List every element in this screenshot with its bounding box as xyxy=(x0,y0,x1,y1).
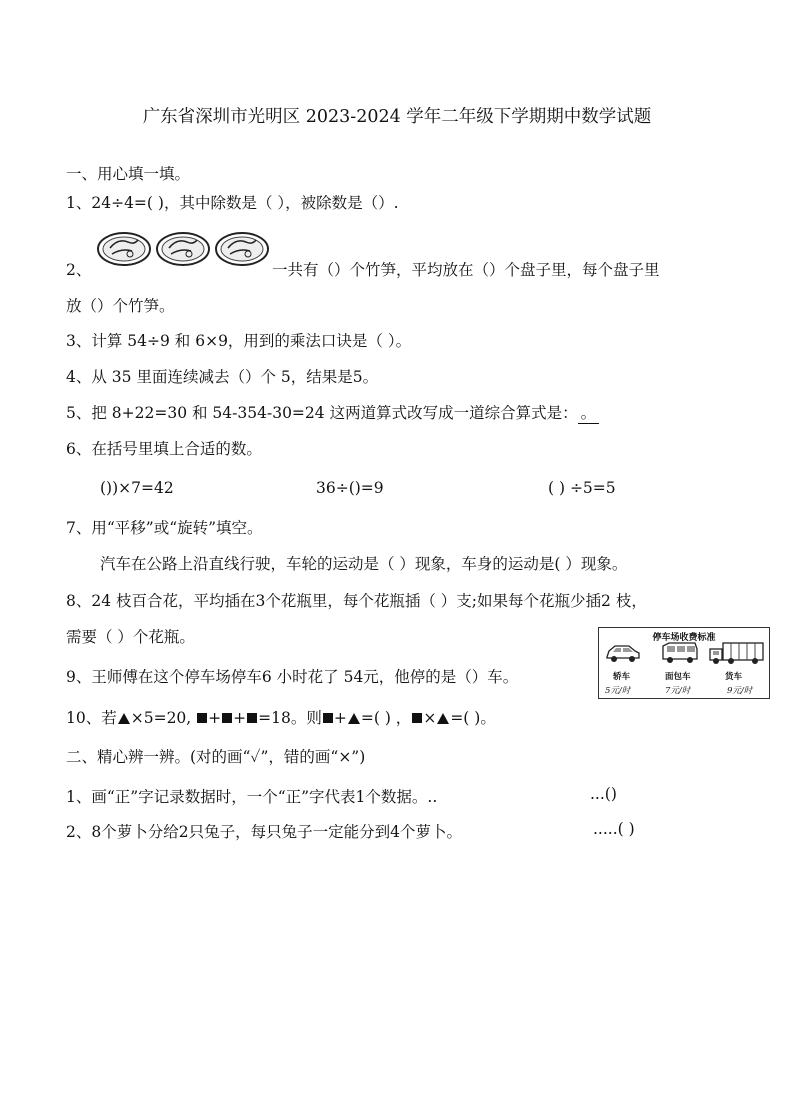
section2-heading: 二、精心辨一辨。(对的画“✓”，错的画“×”) xyxy=(66,748,366,766)
q10-text: 10、若 xyxy=(66,709,117,727)
q10-text: =18。则 xyxy=(258,709,322,727)
q10-text: + xyxy=(233,709,247,727)
judge-answer-2: .....( ) xyxy=(593,820,635,838)
parking-sign-title: 停车场收费标准 xyxy=(652,633,716,643)
truck-label: 货车 xyxy=(725,672,743,682)
square-icon xyxy=(222,713,232,723)
question-5-text: 5、把 8+22=30 和 54-354-30=24 这两道算式改写成一道综合算式是： xyxy=(66,404,578,422)
triangle-icon xyxy=(437,713,449,724)
question-5 xyxy=(66,401,599,424)
q10-text: + xyxy=(333,709,347,727)
question-3: 3、计算 54÷9 和 6×9，用到的乘法口诀是（ ）。 xyxy=(66,332,412,350)
question-10 xyxy=(66,706,496,728)
triangle-icon xyxy=(348,713,360,724)
car-price: 5元/时 xyxy=(605,686,631,696)
judge-question-2: 2、8个萝卜分给2只兔子，每只兔子一定能分到4个萝卜。 xyxy=(66,823,462,841)
truck-price: 9元/时 xyxy=(727,686,753,696)
plate-icon xyxy=(155,228,211,268)
question-6-c: ( ) ÷5=5 xyxy=(548,479,616,497)
question-2-number: 2、 xyxy=(66,261,92,279)
car-icon xyxy=(605,642,641,664)
q10-text: =( )。 xyxy=(450,709,496,727)
truck-icon xyxy=(709,641,765,665)
question-2: 一共有（）个竹笋，平均放在（）个盘子里，每个盘子里 xyxy=(272,261,660,279)
q10-text: × xyxy=(423,709,437,727)
judge-answer-1: ...() xyxy=(590,785,617,803)
plate-icon xyxy=(214,228,270,268)
q10-text: + xyxy=(208,709,222,727)
page-title: 广东省深圳市光明区 2023-2024 学年二年级下学期期中数学试题 xyxy=(142,107,652,127)
car-label: 轿车 xyxy=(613,672,631,682)
square-icon xyxy=(247,713,257,723)
question-4: 4、从 35 里面连续减去（）个 5，结果是5。 xyxy=(66,368,379,386)
question-8-continued: 需要（ ）个花瓶。 xyxy=(66,628,195,646)
question-8: 8、24 枝百合花，平均插在3个花瓶里，每个花瓶插（ ）支;如果每个花瓶少插2 枝， xyxy=(66,592,647,610)
square-icon xyxy=(323,713,333,723)
van-label: 面包车 xyxy=(665,672,691,682)
plate-icon xyxy=(96,228,152,268)
q10-text: =( ) ， xyxy=(360,709,412,727)
answer-blank: 。 xyxy=(578,401,600,424)
q10-text: ×5=20, xyxy=(130,709,197,727)
question-7-body: 汽车在公路上沿直线行驶，车轮的运动是（ ）现象，车身的运动是( ）现象。 xyxy=(100,555,628,573)
square-icon xyxy=(197,713,207,723)
parking-fee-sign xyxy=(598,627,770,699)
square-icon xyxy=(412,713,422,723)
question-6: 6、在括号里填上合适的数。 xyxy=(66,440,262,458)
question-2-continued: 放（）个竹笋。 xyxy=(66,297,175,315)
question-6-a: ())×7=42 xyxy=(100,479,174,497)
van-icon xyxy=(661,641,699,665)
question-9: 9、王师傅在这个停车场停车6 小时花了 54元，他停的是（）车。 xyxy=(66,668,519,686)
question-1: 1、24÷4=( )，其中除数是（ ），被除数是（）. xyxy=(66,194,399,212)
question-7: 7、用“平移”或“旋转”填空。 xyxy=(66,519,263,537)
judge-question-1: 1、画“正”字记录数据时，一个“正”字代表1个数据。.. xyxy=(66,788,438,806)
section1-heading: 一、用心填一填。 xyxy=(66,165,191,183)
van-price: 7元/时 xyxy=(665,686,691,696)
triangle-icon xyxy=(118,713,130,724)
question-6-b: 36÷()=9 xyxy=(316,479,384,497)
